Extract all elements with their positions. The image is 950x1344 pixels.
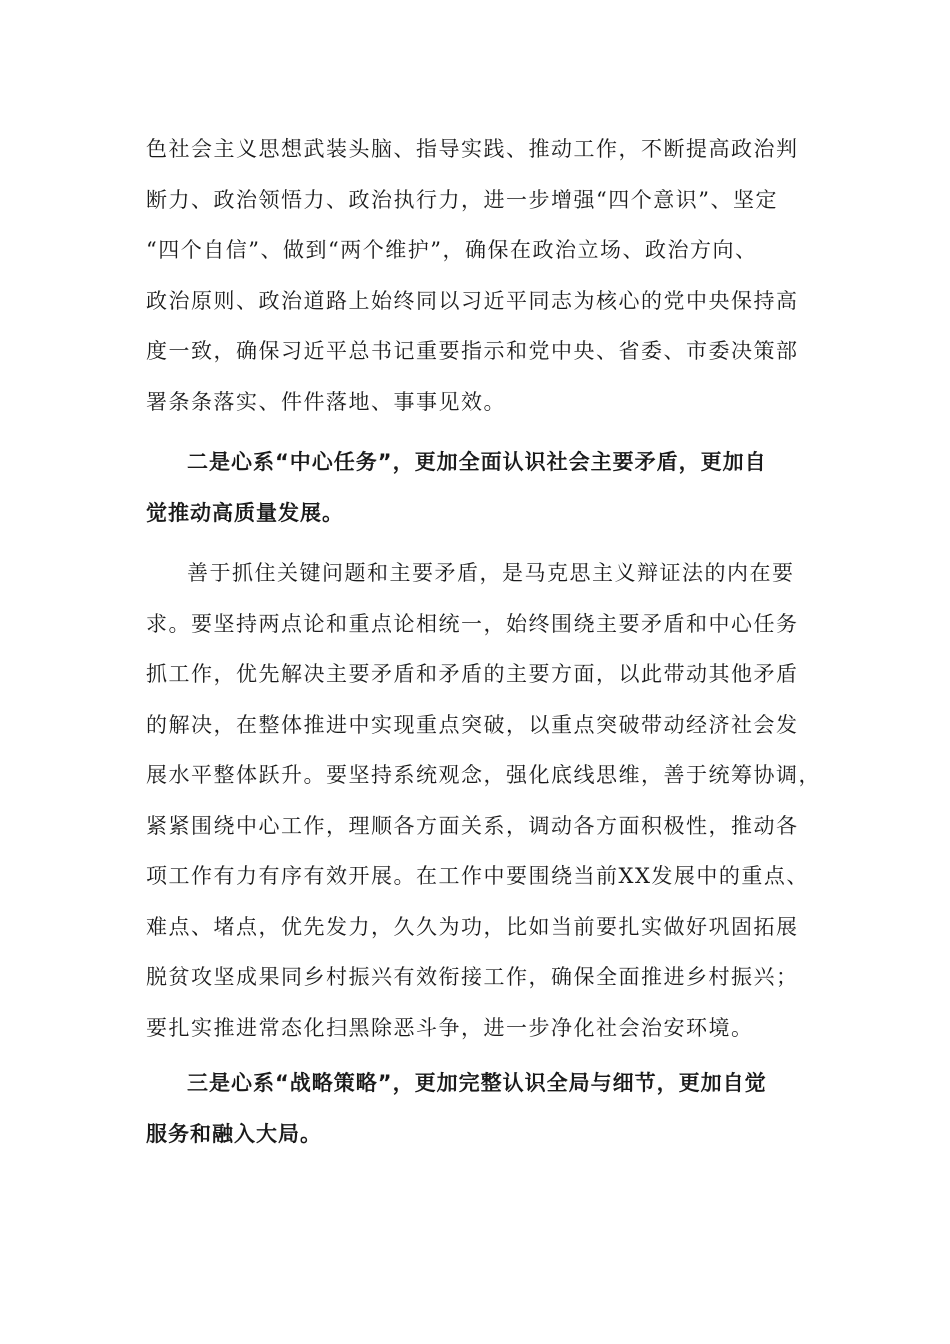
heading-line: 服务和融入大局。	[146, 1121, 322, 1146]
text-line: 展水平整体跃升。要坚持系统观念，强化底线思维，善于统筹协调，	[146, 763, 821, 787]
paragraph-main-contradiction	[146, 548, 821, 1053]
heading-line: 二是心系“中心任务”，更加全面认识社会主要矛盾，更加自	[187, 450, 767, 474]
heading-line: 三是心系“战略策略”，更加完整认识全局与细节，更加自觉	[187, 1071, 767, 1095]
text-line: 政治原则、政治道路上始终同以习近平同志为核心的党中央保持高	[146, 288, 799, 313]
heading-line: 觉推动高质量发展。	[146, 500, 344, 525]
text-line: 署条条落实、件件落地、事事见效。	[146, 389, 506, 414]
text-line: 度一致，确保习近平总书记重要指示和党中央、省委、市委决策部	[146, 339, 799, 363]
paragraph-political-alignment	[146, 124, 806, 427]
text-line: 脱贫攻坚成果同乡村振兴有效衔接工作，确保全面推进乡村振兴；	[146, 965, 799, 989]
text-line: 善于抓住关键问题和主要矛盾，是马克思主义辩证法的内在要	[187, 561, 795, 585]
text-line: 色社会主义思想武装头脑、指导实践、推动工作，不断提高政治判	[146, 137, 799, 161]
text-line: 的解决，在整体推进中实现重点突破，以重点突破带动经济社会发	[146, 712, 799, 737]
text-line: 求。要坚持两点论和重点论相统一，始终围绕主要矛盾和中心任务	[146, 611, 799, 636]
text-line: “四个自信”、做到“两个维护”，确保在政治立场、政治方向、	[146, 238, 758, 262]
text-line: 难点、堵点，优先发力，久久为功，比如当前要扎实做好巩固拓展	[146, 914, 799, 939]
text-line: 要扎实推进常态化扫黑除恶斗争，进一步净化社会治安环境。	[146, 1015, 754, 1040]
heading-central-task	[146, 437, 807, 538]
text-line: 紧紧围绕中心工作，理顺各方面关系，调动各方面积极性，推动各	[146, 813, 799, 838]
text-line: 项工作有力有序有效开展。在工作中要围绕当前XX发展中的重点、	[146, 864, 809, 888]
text-line: 抓工作，优先解决主要矛盾和矛盾的主要方面，以此带动其他矛盾	[146, 662, 799, 686]
heading-strategy	[146, 1058, 807, 1159]
text-line: 断力、政治领悟力、政治执行力，进一步增强“四个意识”、坚定	[146, 187, 778, 212]
